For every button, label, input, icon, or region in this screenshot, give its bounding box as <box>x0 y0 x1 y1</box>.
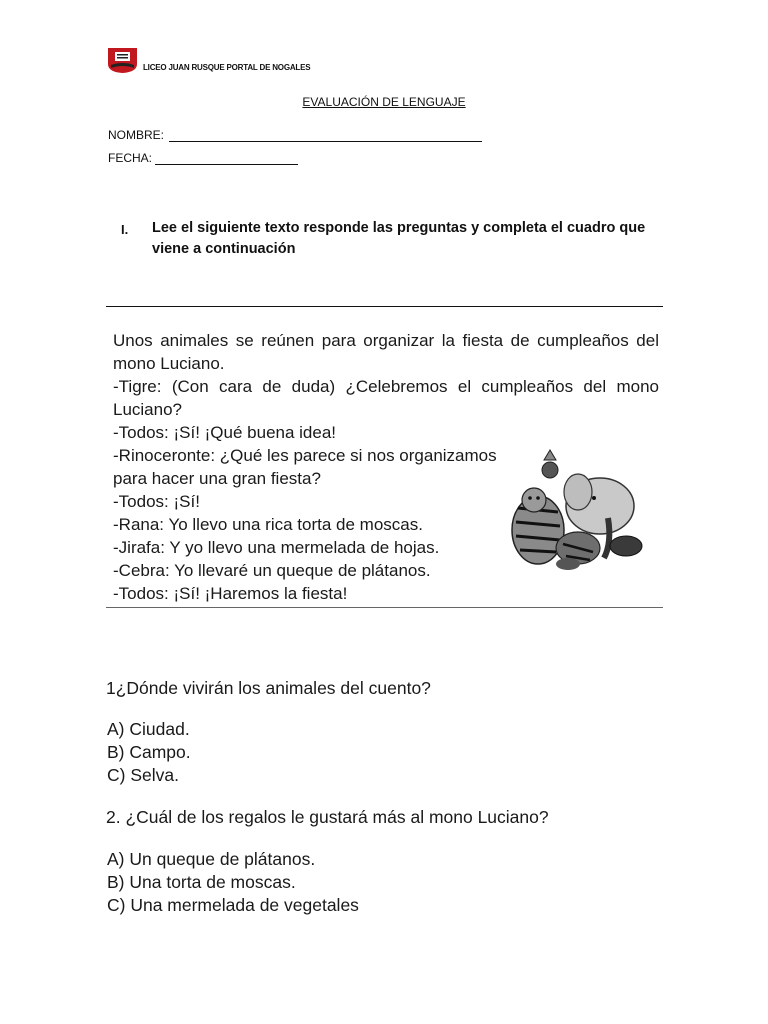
story-line: -Rinoceronte: ¿Qué les parece si nos organizamos <box>113 446 497 465</box>
story-line: -Rana: Yo llevo una rica torta de moscas. <box>113 515 423 534</box>
answer-option[interactable]: C) Selva. <box>107 765 179 785</box>
date-label: FECHA: <box>108 151 153 165</box>
story-line: -Cebra: Yo llevaré un queque de plátanos. <box>113 561 431 580</box>
name-input-line[interactable] <box>169 129 482 142</box>
question-2-options <box>107 848 359 917</box>
question-2: 2. ¿Cuál de los regalos le gustará más al mono Luciano? <box>106 807 549 827</box>
story-line: -Tigre: (Con cara de duda) ¿Celebremos el cumpleaños del mono <box>113 377 659 396</box>
question-1: 1¿Dónde vivirán los animales del cuento? <box>106 678 431 698</box>
name-field <box>108 128 482 142</box>
story-line: Unos animales se reúnen para organizar la fiesta de cumpleaños del <box>113 331 659 350</box>
section-instruction: Lee el siguiente texto responde las preguntas y completa el cuadro que viene a continuación <box>152 220 646 257</box>
story-line: -Todos: ¡Sí! <box>113 492 200 511</box>
story-line: mono Luciano. <box>113 354 225 373</box>
school-name: LICEO JUAN RUSQUE PORTAL DE NOGALES <box>143 63 311 72</box>
date-input-line[interactable] <box>155 152 298 165</box>
answer-option[interactable]: B) Una torta de moscas. <box>107 872 296 892</box>
animals-illustration <box>508 448 653 576</box>
divider-bottom <box>106 607 663 608</box>
page-title <box>0 95 768 109</box>
story-line: para hacer una gran fiesta? <box>113 469 321 488</box>
story-line: -Todos: ¡Sí! ¡Haremos la fiesta! <box>113 584 348 603</box>
story-line: -Jirafa: Y yo llevo una mermelada de hojas. <box>113 538 440 557</box>
answer-option[interactable]: A) Ciudad. <box>107 719 190 739</box>
name-label: NOMBRE: <box>108 128 165 142</box>
school-logo <box>106 46 139 74</box>
story-line: Luciano? <box>113 400 183 419</box>
answer-option[interactable]: C) Una mermelada de vegetales <box>107 895 359 915</box>
page-title-text: EVALUACIÓN DE LENGUAJE <box>302 95 466 109</box>
story-line: -Todos: ¡Sí! ¡Qué buena idea! <box>113 423 337 442</box>
answer-option[interactable]: B) Campo. <box>107 742 191 762</box>
answer-option[interactable]: A) Un queque de plátanos. <box>107 849 316 869</box>
divider-top <box>106 306 663 307</box>
question-1-options <box>107 718 191 787</box>
section-numeral: I. <box>121 222 129 237</box>
date-field <box>108 151 298 165</box>
